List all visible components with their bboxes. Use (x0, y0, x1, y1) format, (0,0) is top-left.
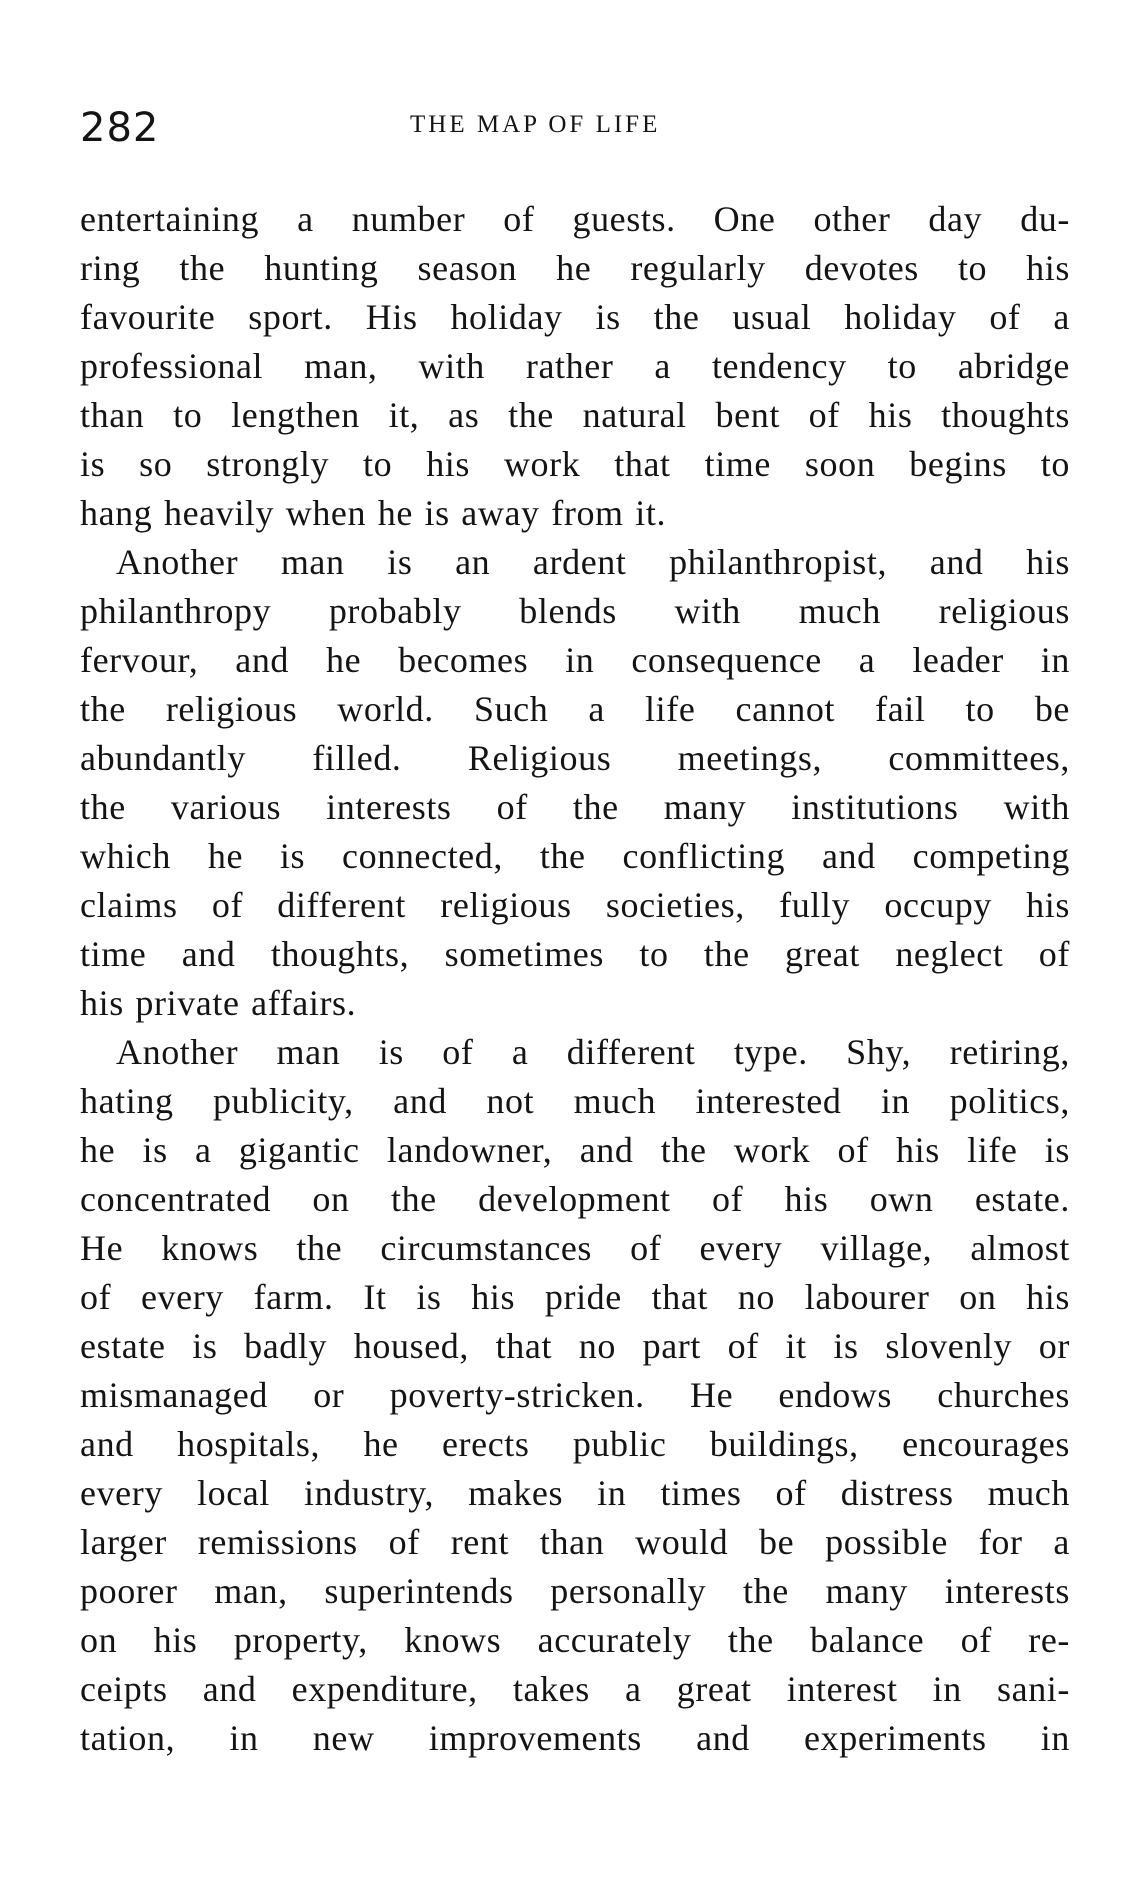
text-line: the religious world. Such a life cannot fail to be (80, 689, 1070, 729)
text-line: which he is connected, the conflicting and competing (80, 836, 1070, 876)
text-line: tation, in new improvements and experiments in (80, 1718, 1070, 1758)
text-line: abundantly filled. Religious meetings, committees, (80, 738, 1070, 778)
text-line: Another man is of a different type. Shy, retiring, (116, 1032, 1070, 1072)
text-line: every local industry, makes in times of distress much (80, 1473, 1070, 1513)
text-line: Another man is an ardent philanthropist, and his (116, 542, 1070, 582)
text-line: claims of different religious societies, fully occupy his (80, 885, 1070, 925)
text-line: of every farm. It is his pride that no labourer on his (80, 1277, 1070, 1317)
text-line: estate is badly housed, that no part of it is slovenly or (80, 1326, 1070, 1366)
text-line: entertaining a number of guests. One other day du- (80, 199, 1070, 239)
text-line: professional man, with rather a tendency to abridge (80, 346, 1070, 386)
text-line: hating publicity, and not much interested in politics, (80, 1081, 1070, 1121)
running-title: THE MAP OF LIFE (410, 111, 661, 138)
text-line: hang heavily when he is away from it. (80, 493, 667, 533)
text-line: favourite sport. His holiday is the usual holiday of a (80, 297, 1070, 337)
text-line: He knows the circumstances of every village, almost (80, 1228, 1070, 1268)
text-line: ceipts and expenditure, takes a great interest in sani- (80, 1669, 1070, 1709)
text-line: larger remissions of rent than would be possible for a (80, 1522, 1070, 1562)
text-line: concentrated on the development of his own estate. (80, 1179, 1070, 1219)
text-line: his private affairs. (80, 983, 357, 1023)
page-number: 282 (80, 105, 160, 151)
text-line: than to lengthen it, as the natural bent of his thoughts (80, 395, 1070, 435)
text-line: and hospitals, he erects public buildings, encourages (80, 1424, 1070, 1464)
text-line: ring the hunting season he regularly devotes to his (80, 248, 1070, 288)
text-line: he is a gigantic landowner, and the work of his life is (80, 1130, 1070, 1170)
text-line: fervour, and he becomes in consequence a leader in (80, 640, 1070, 680)
body-text (80, 195, 1070, 1763)
text-line: on his property, knows accurately the balance of re- (80, 1620, 1070, 1660)
text-line: poorer man, superintends personally the many interests (80, 1571, 1070, 1611)
text-line: mismanaged or poverty-stricken. He endows churches (80, 1375, 1070, 1415)
page-header (80, 105, 1075, 165)
text-line: is so strongly to his work that time soon begins to (80, 444, 1070, 484)
text-line: time and thoughts, sometimes to the great neglect of (80, 934, 1070, 974)
text-line: philanthropy probably blends with much religious (80, 591, 1070, 631)
text-line: the various interests of the many institutions with (80, 787, 1070, 827)
